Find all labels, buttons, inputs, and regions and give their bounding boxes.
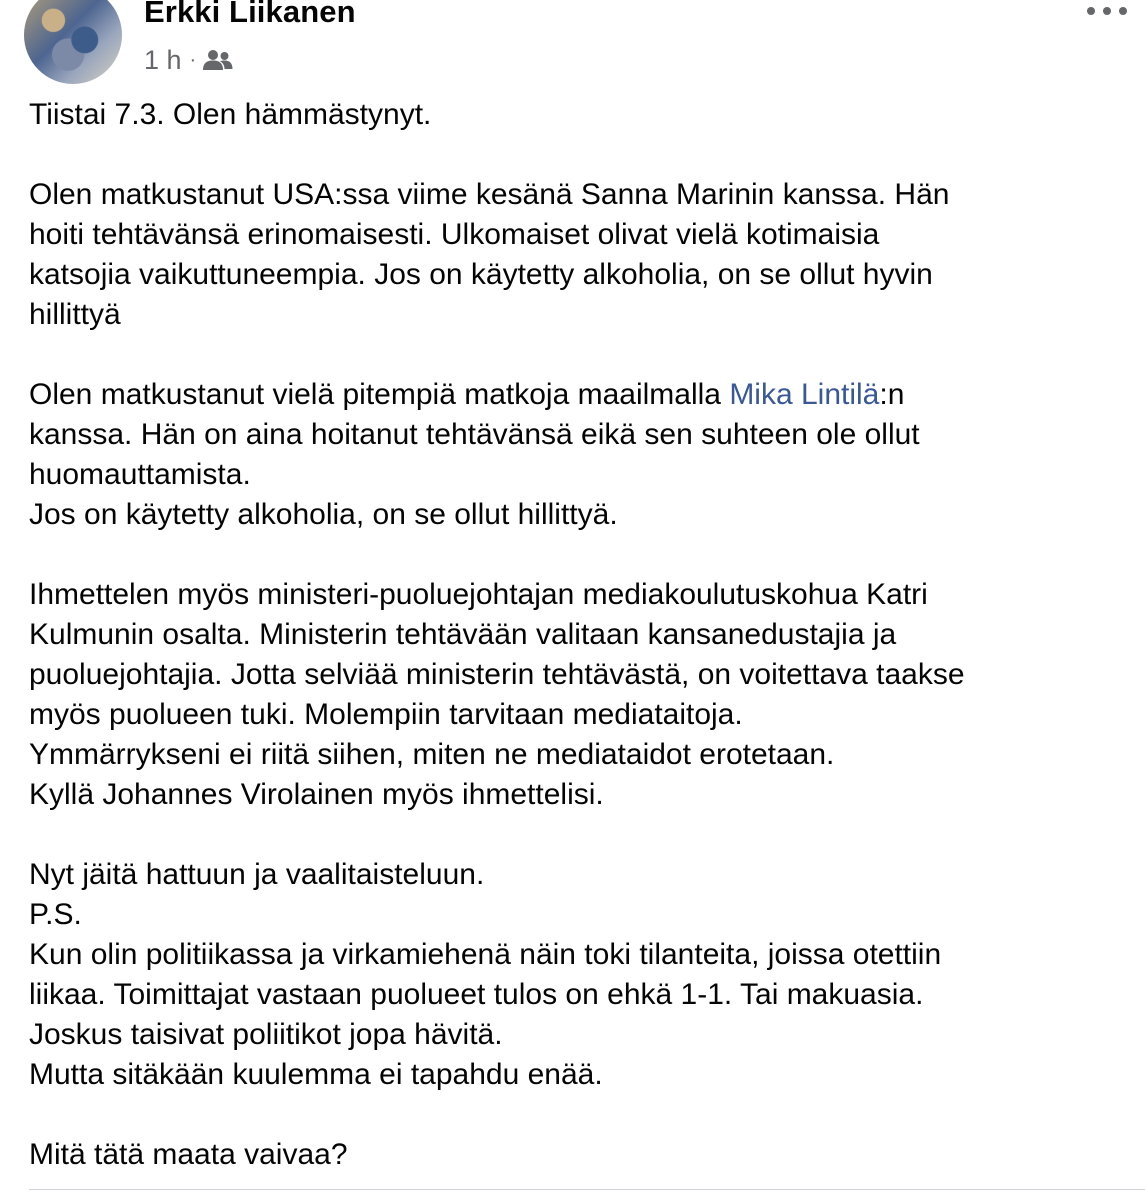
divider	[29, 1189, 1145, 1190]
mention-link[interactable]: Mika Lintilä	[729, 378, 880, 411]
friends-icon[interactable]	[203, 49, 233, 71]
post-text-line: Nyt jäitä hattuun ja vaalitaisteluun.	[29, 858, 485, 891]
post-text-line: Kulmunin osalta. Ministerin tehtävään valitaan kansanedustajia ja	[29, 618, 897, 651]
post-text-line: Olen matkustanut USA:ssa viime kesänä Sanna Marinin kanssa. Hän	[29, 178, 950, 211]
post-text-line: Ihmettelen myös ministeri-puoluejohtajan mediakoulutuskohua Katri	[29, 578, 928, 611]
post-text-line: huomauttamista.	[29, 458, 251, 491]
post-text-line: P.S.	[29, 898, 82, 931]
text-segment: :n	[879, 378, 905, 411]
post-text-line: katsojia vaikuttuneempia. Jos on käytetty alkoholia, on se ollut hyvin	[29, 258, 933, 291]
post-meta	[144, 42, 233, 78]
post-text-line: Jos on käytetty alkoholia, on se ollut hillittyä.	[29, 498, 618, 531]
more-options-icon[interactable]	[1087, 0, 1127, 22]
more-dot	[1103, 7, 1111, 15]
post-text-line: kanssa. Hän on aina hoitanut tehtävänsä eikä sen suhteen ole ollut	[29, 418, 920, 451]
post-text-line: hillittyä	[29, 298, 121, 331]
author-name[interactable]: Erkki Liikanen	[144, 0, 356, 29]
post-text-line: hoiti tehtävänsä erinomaisesti. Ulkomaiset olivat vielä kotimaisia	[29, 218, 880, 251]
meta-separator: ·	[189, 48, 197, 71]
more-dot	[1119, 7, 1127, 15]
post-text-line: Kun olin politiikassa ja virkamiehenä näin toki tilanteita, joissa otettiin	[29, 938, 942, 971]
post-text-line	[29, 375, 1119, 415]
text-segment: Olen matkustanut vielä pitempiä matkoja maailmalla	[29, 378, 730, 411]
post-text-line: puoluejohtajia. Jotta selviää ministerin tehtävästä, on voitettava taakse	[29, 658, 965, 691]
post-body	[29, 95, 1119, 1175]
post-text-line: Mutta sitäkään kuulemma ei tapahdu enää.	[29, 1058, 603, 1091]
post-text-line: Kyllä Johannes Virolainen myös ihmettelisi.	[29, 778, 604, 811]
post-timestamp[interactable]: 1 h	[144, 44, 182, 75]
post-text-line: myös puolueen tuki. Molempiin tarvitaan mediataitoja.	[29, 698, 743, 731]
more-dot	[1087, 7, 1095, 15]
post-text-line: Ymmärrykseni ei riitä siihen, miten ne mediataidot erotetaan.	[29, 738, 835, 771]
post-text-line: Tiistai 7.3. Olen hämmästynyt.	[29, 98, 432, 131]
post-text-line: Mitä tätä maata vaivaa?	[29, 1138, 348, 1171]
avatar[interactable]	[24, 0, 122, 84]
post-text-line: Joskus taisivat poliitikot jopa hävitä.	[29, 1018, 503, 1051]
post-text-line: liikaa. Toimittajat vastaan puolueet tulos on ehkä 1-1. Tai makuasia.	[29, 978, 924, 1011]
